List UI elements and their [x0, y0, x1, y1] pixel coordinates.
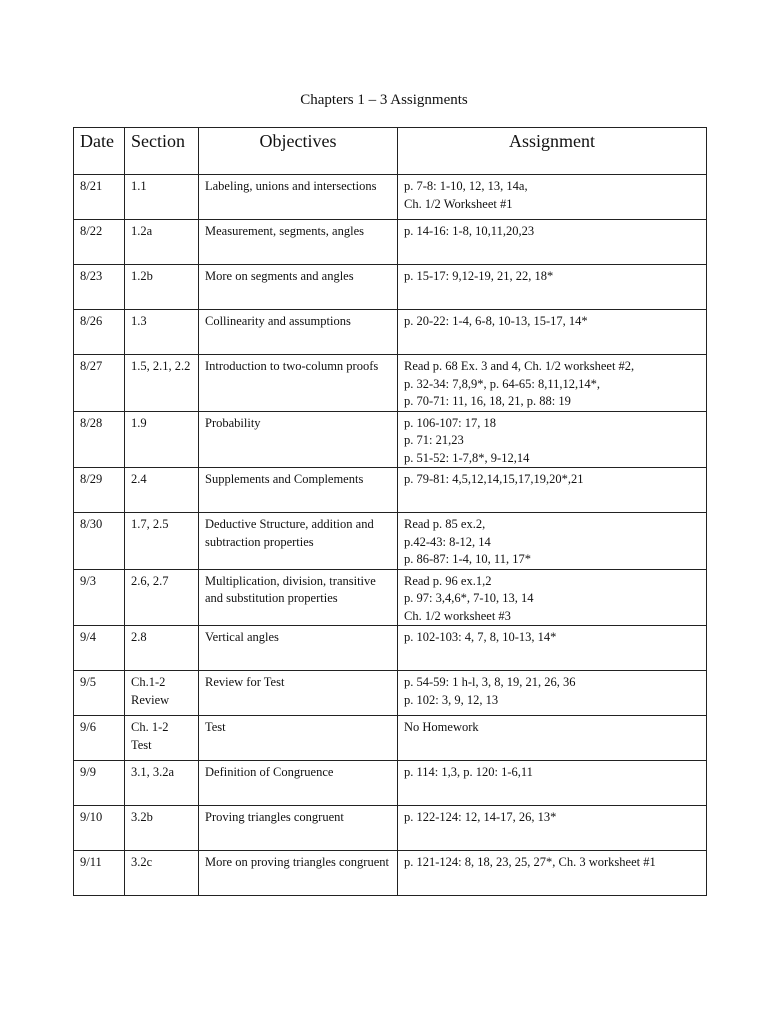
cell-assignment: p. 79-81: 4,5,12,14,15,17,19,20*,21: [398, 468, 707, 513]
table-row: [74, 310, 707, 355]
cell-objective: Measurement, segments, angles: [199, 220, 398, 265]
header-assignment: Assignment: [398, 128, 707, 175]
cell-objective: Labeling, unions and intersections: [199, 175, 398, 220]
cell-section: 3.2b: [125, 806, 199, 851]
cell-assignment: Read p. 96 ex.1,2 p. 97: 3,4,6*, 7-10, 13, 14 Ch. 1/2 worksheet #3: [398, 569, 707, 626]
cell-section: 1.7, 2.5: [125, 513, 199, 570]
cell-date: 9/9: [74, 761, 125, 806]
cell-assignment: p. 20-22: 1-4, 6-8, 10-13, 15-17, 14*: [398, 310, 707, 355]
table-row: [74, 761, 707, 806]
cell-section: 2.6, 2.7: [125, 569, 199, 626]
cell-section: 2.8: [125, 626, 199, 671]
cell-assignment: Read p. 85 ex.2, p.42-43: 8-12, 14 p. 86-87: 1-4, 10, 11, 17*: [398, 513, 707, 570]
cell-objective: Review for Test: [199, 671, 398, 716]
table-row: [74, 220, 707, 265]
cell-section: 1.1: [125, 175, 199, 220]
table-row: [74, 175, 707, 220]
cell-date: 9/10: [74, 806, 125, 851]
cell-objective: Supplements and Complements: [199, 468, 398, 513]
cell-objective: Introduction to two-column proofs: [199, 355, 398, 412]
assignments-table: [73, 127, 707, 896]
cell-assignment: p. 7-8: 1-10, 12, 13, 14a, Ch. 1/2 Worksheet #1: [398, 175, 707, 220]
table-row: [74, 671, 707, 716]
cell-section: 1.9: [125, 411, 199, 468]
cell-section: 1.3: [125, 310, 199, 355]
table-row: [74, 569, 707, 626]
cell-objective: Probability: [199, 411, 398, 468]
cell-objective: Collinearity and assumptions: [199, 310, 398, 355]
header-section: Section: [125, 128, 199, 175]
cell-assignment: No Homework: [398, 716, 707, 761]
page-title: Chapters 1 – 3 Assignments: [300, 92, 468, 108]
cell-date: 8/28: [74, 411, 125, 468]
cell-objective: Deductive Structure, addition and subtraction properties: [199, 513, 398, 570]
header-date: Date: [74, 128, 125, 175]
cell-section: 3.2c: [125, 851, 199, 896]
cell-section: Ch. 1-2 Test: [125, 716, 199, 761]
cell-objective: More on segments and angles: [199, 265, 398, 310]
cell-assignment: p. 15-17: 9,12-19, 21, 22, 18*: [398, 265, 707, 310]
cell-objective: Proving triangles congruent: [199, 806, 398, 851]
cell-objective: Vertical angles: [199, 626, 398, 671]
cell-date: 8/22: [74, 220, 125, 265]
table-row: [74, 806, 707, 851]
table-row: [74, 468, 707, 513]
cell-assignment: p. 106-107: 17, 18 p. 71: 21,23 p. 51-52: 1-7,8*, 9-12,14: [398, 411, 707, 468]
table-row: [74, 513, 707, 570]
cell-assignment: p. 121-124: 8, 18, 23, 25, 27*, Ch. 3 worksheet #1: [398, 851, 707, 896]
cell-date: 9/6: [74, 716, 125, 761]
header-objectives: Objectives: [199, 128, 398, 175]
cell-assignment: p. 114: 1,3, p. 120: 1-6,11: [398, 761, 707, 806]
cell-date: 8/27: [74, 355, 125, 412]
table-header-row: [74, 128, 707, 175]
cell-date: 9/5: [74, 671, 125, 716]
cell-date: 8/29: [74, 468, 125, 513]
cell-assignment: Read p. 68 Ex. 3 and 4, Ch. 1/2 worksheet #2, p. 32-34: 7,8,9*, p. 64-65: 8,11,12,14*, p. 70-71: 11, 16, 18, 21, p. 88: 19: [398, 355, 707, 412]
cell-date: 8/21: [74, 175, 125, 220]
cell-objective: Test: [199, 716, 398, 761]
cell-objective: Definition of Congruence: [199, 761, 398, 806]
cell-date: 9/11: [74, 851, 125, 896]
table-row: [74, 716, 707, 761]
cell-objective: More on proving triangles congruent: [199, 851, 398, 896]
table-row: [74, 851, 707, 896]
cell-date: 8/26: [74, 310, 125, 355]
cell-objective: Multiplication, division, transitive and substitution properties: [199, 569, 398, 626]
cell-section: 2.4: [125, 468, 199, 513]
cell-section: 1.5, 2.1, 2.2: [125, 355, 199, 412]
cell-assignment: p. 54-59: 1 h-l, 3, 8, 19, 21, 26, 36 p. 102: 3, 9, 12, 13: [398, 671, 707, 716]
cell-date: 9/3: [74, 569, 125, 626]
cell-date: 8/23: [74, 265, 125, 310]
cell-assignment: p. 14-16: 1-8, 10,11,20,23: [398, 220, 707, 265]
cell-date: 8/30: [74, 513, 125, 570]
cell-assignment: p. 122-124: 12, 14-17, 26, 13*: [398, 806, 707, 851]
cell-section: Ch.1-2 Review: [125, 671, 199, 716]
cell-section: 3.1, 3.2a: [125, 761, 199, 806]
table-row: [74, 355, 707, 412]
cell-section: 1.2a: [125, 220, 199, 265]
cell-section: 1.2b: [125, 265, 199, 310]
table-row: [74, 626, 707, 671]
cell-date: 9/4: [74, 626, 125, 671]
cell-assignment: p. 102-103: 4, 7, 8, 10-13, 14*: [398, 626, 707, 671]
table-row: [74, 411, 707, 468]
table-row: [74, 265, 707, 310]
